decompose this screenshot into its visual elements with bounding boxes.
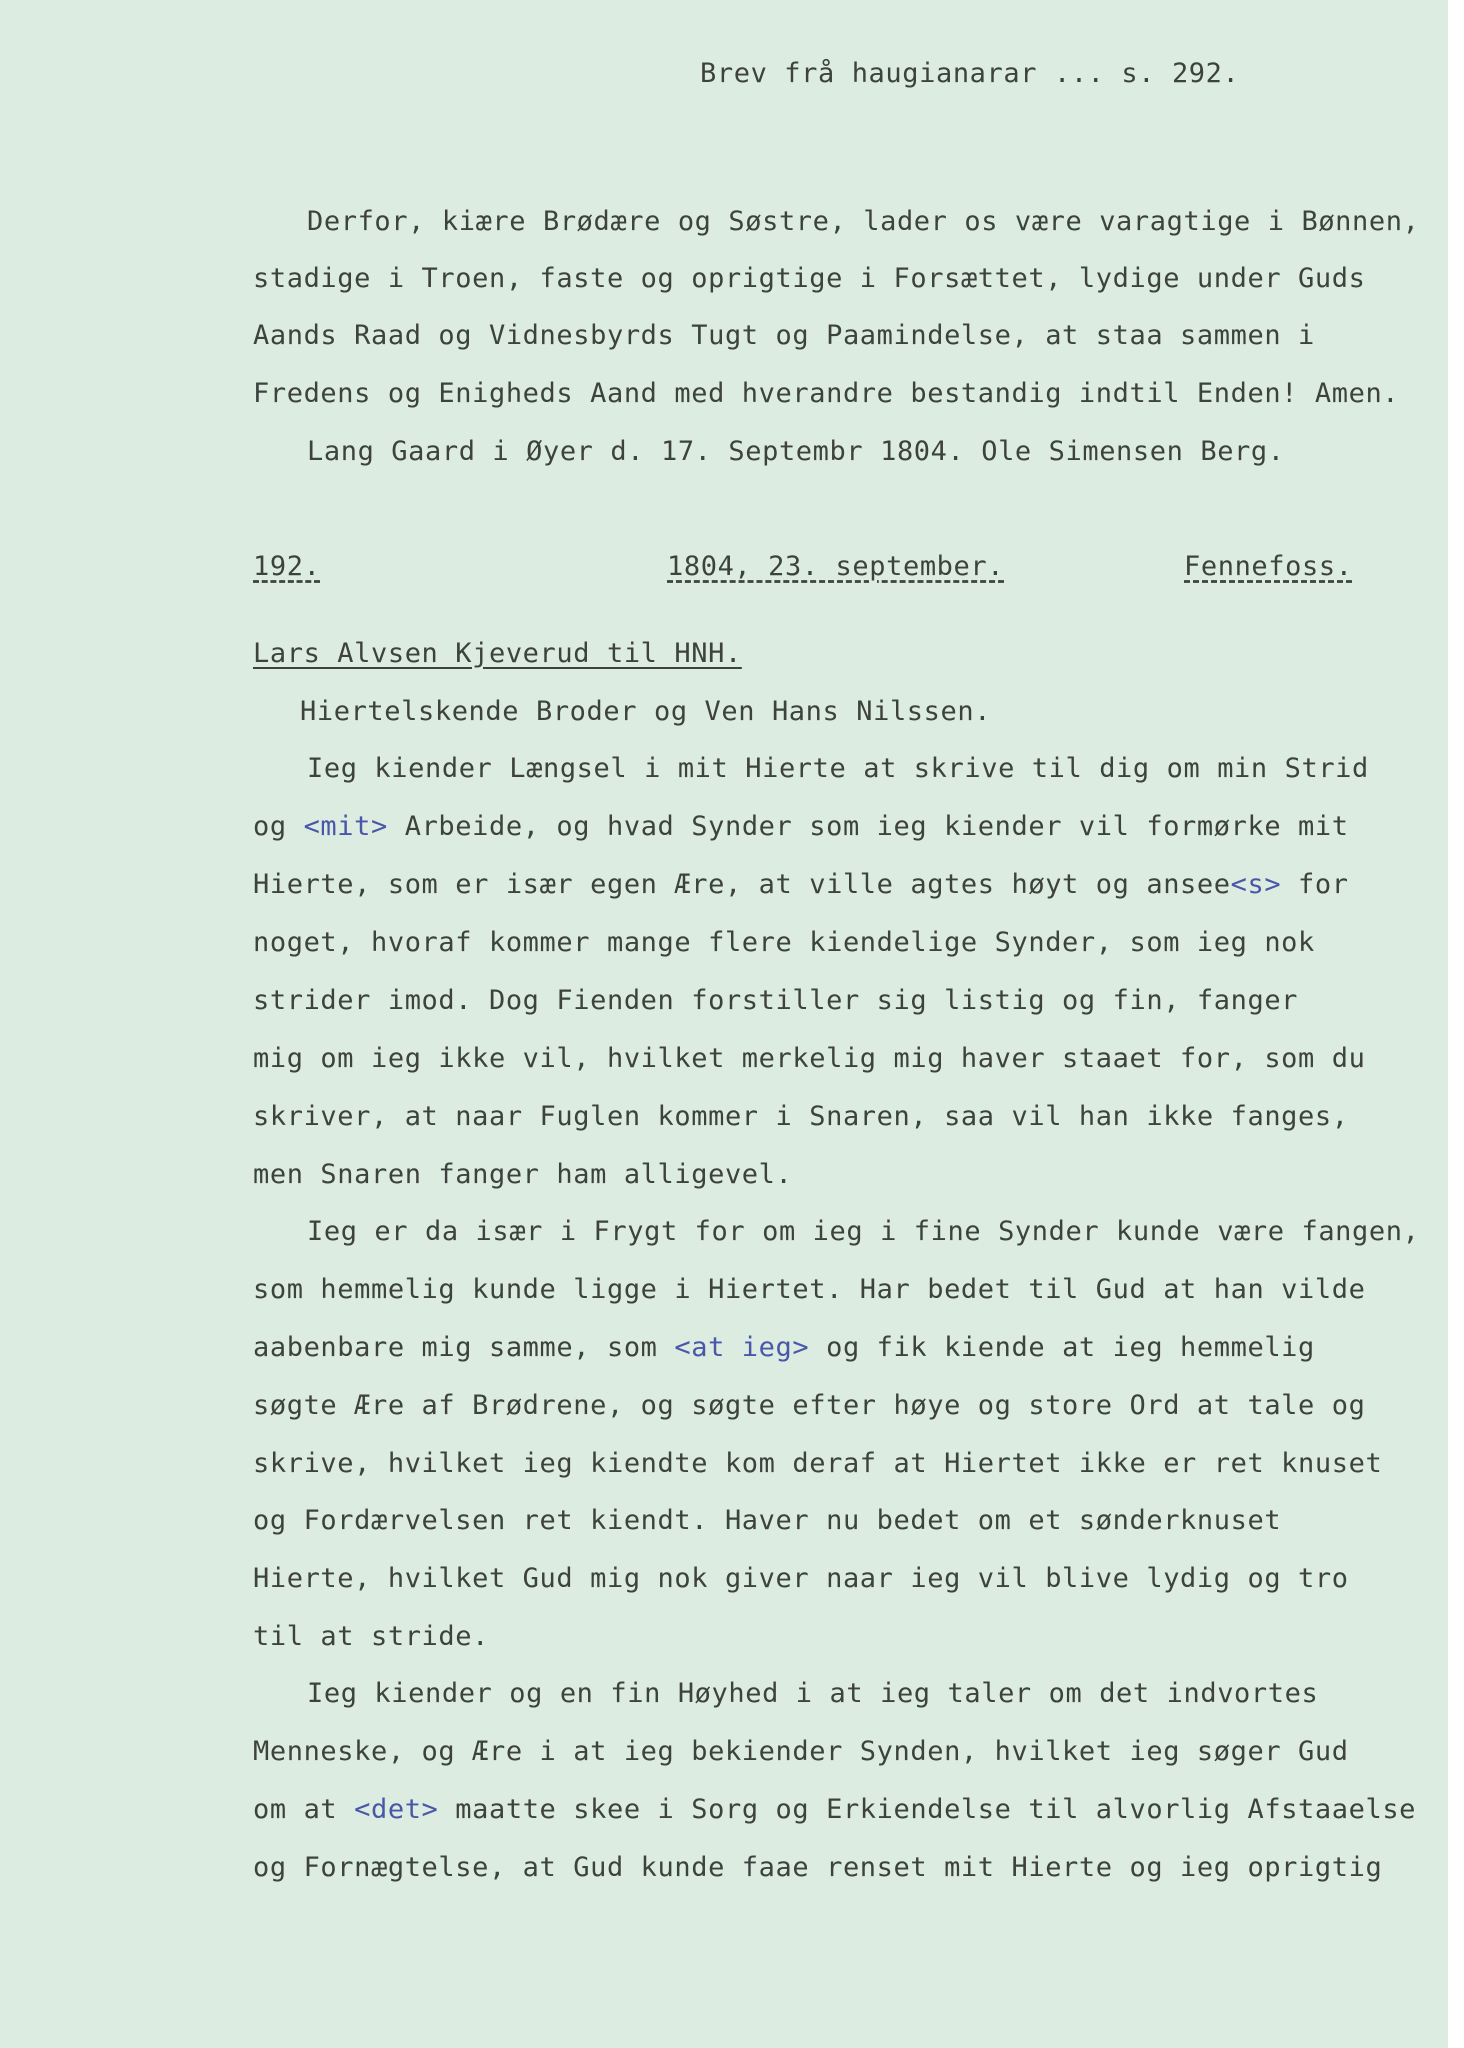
text-line: Ieg kiender og en fin Høyhed i at ieg taler om det indvortes (307, 1678, 1319, 1709)
page-edge (1448, 0, 1464, 2048)
text-line: mig om ieg ikke vil, hvilket merkelig mig haver staaet for, som du (253, 1043, 1366, 1074)
text-segment: for (1281, 869, 1349, 900)
text-segment: Arbeide, og hvad Synder som ieg kiender vil formørke mit (387, 811, 1349, 842)
text-line: som hemmelig kunde ligge i Hiertet. Har bedet til Gud at han vilde (253, 1274, 1366, 1305)
running-title: Brev frå haugianarar ... s. 292. (700, 58, 1240, 89)
closing-line: Lang Gaard i Øyer d. 17. Septembr 1804. Ole Simensen Berg. (307, 436, 1285, 467)
text-line: Fredens og Enigheds Aand med hverandre bestandig indtil Enden! Amen. (253, 378, 1400, 409)
text-line: Derfor, kiære Brødære og Søstre, lader os være varagtige i Bønnen, (307, 206, 1420, 237)
text-segment: og (253, 811, 304, 842)
text-line: skrive, hvilket ieg kiendte kom deraf at Hiertet ikke er ret knuset (253, 1448, 1383, 1479)
letter-number: 192. (253, 551, 321, 582)
text-line: til at stride. (253, 1621, 489, 1652)
text-line (253, 811, 1349, 843)
text-line: søgte Ære af Brødrene, og søgte efter høye og store Ord at tale og (253, 1390, 1366, 1421)
text-line: og Fornægtelse, at Gud kunde faae renset mit Hierte og ieg oprigtig (253, 1852, 1383, 1883)
text-segment: og fik kiende at ieg hemmelig (809, 1332, 1315, 1363)
salutation: Hiertelskende Broder og Ven Hans Nilssen. (300, 696, 992, 727)
text-line: men Snaren fanger ham alligevel. (253, 1159, 793, 1190)
text-line: Hierte, hvilket Gud mig nok giver naar ieg vil blive lydig og tro (253, 1563, 1349, 1594)
text-line: skriver, at naar Fuglen kommer i Snaren, saa vil han ikke fanges, (253, 1101, 1349, 1132)
text-line (253, 1332, 1315, 1364)
editorial-insertion: <s> (1230, 869, 1282, 900)
text-segment: maatte skee i Sorg og Erkiendelse til alvorlig Afstaaelse (438, 1794, 1417, 1825)
text-line (253, 869, 1349, 901)
text-segment: Hierte, som er især egen Ære, at ville agtes høyt og ansee (253, 869, 1231, 900)
text-line: Ieg er da især i Frygt for om ieg i fine Synder kunde være fangen, (307, 1216, 1420, 1247)
text-line: strider imod. Dog Fienden forstiller sig listig og fin, fanger (253, 985, 1299, 1016)
text-line: noget, hvoraf kommer mange flere kiendelige Synder, som ieg nok (253, 927, 1315, 958)
text-line: og Fordærvelsen ret kiendt. Haver nu bedet om et sønderknuset (253, 1505, 1282, 1536)
text-segment: aabenbare mig samme, som (253, 1332, 675, 1363)
text-line: Aands Raad og Vidnesbyrds Tugt og Paamindelse, at staa sammen i (253, 320, 1315, 351)
editorial-insertion: <mit> (303, 811, 388, 842)
text-line (253, 1794, 1416, 1826)
letter-place: Fennefoss. (1184, 551, 1353, 582)
text-line: stadige i Troen, faste og oprigtige i Forsættet, lydige under Guds (253, 263, 1366, 294)
letter-date: 1804, 23. september. (667, 551, 1005, 582)
letter-heading: Lars Alvsen Kjeverud til HNH. (253, 638, 742, 669)
text-segment: om at (253, 1794, 355, 1825)
text-line: Ieg kiender Længsel i mit Hierte at skrive til dig om min Strid (307, 753, 1369, 784)
editorial-insertion: <at ieg> (674, 1332, 810, 1363)
editorial-insertion: <det> (354, 1794, 439, 1825)
text-line: Menneske, og Ære i at ieg bekiender Synden, hvilket ieg søger Gud (253, 1736, 1349, 1767)
